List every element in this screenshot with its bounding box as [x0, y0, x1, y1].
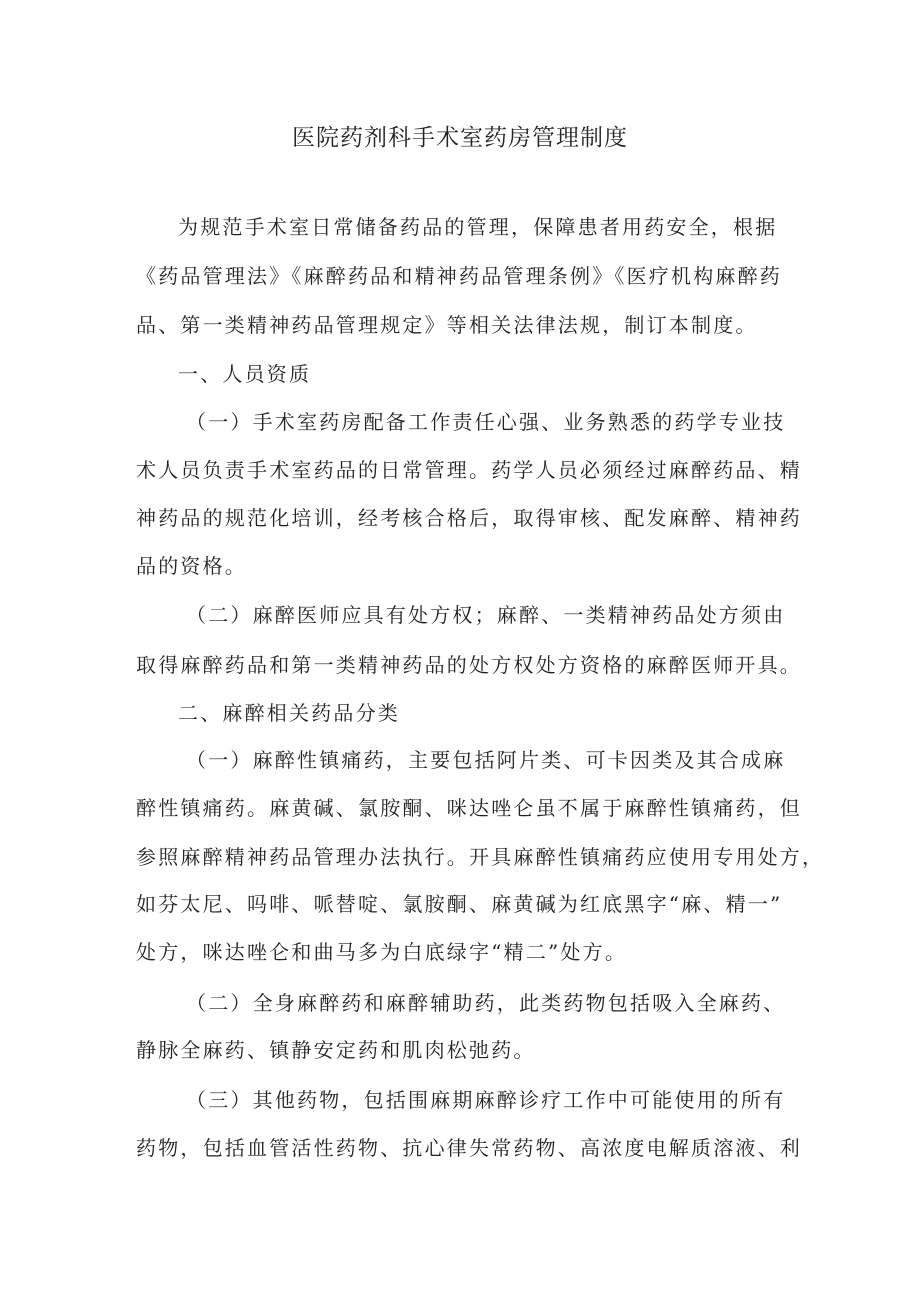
paragraph-line: （三）其他药物，包括围麻期麻醉诊疗工作中可能使用的所有 [186, 1088, 786, 1112]
paragraph-line: （二）全身麻醉药和麻醉辅助药，此类药物包括吸入全麻药、 [186, 991, 786, 1015]
paragraph-line: 如芬太尼、吗啡、哌替啶、氯胺酮、麻黄碱为红底黑字“麻、精一” [136, 892, 783, 916]
document-title: 医院药剂科手术室药房管理制度 [292, 125, 628, 151]
intro-line-3: 品、第一类精神药品管理规定》等相关法律法规，制订本制度。 [136, 313, 758, 337]
section-heading-2: 二、麻醉相关药品分类 [178, 701, 400, 725]
intro-line-1: 为规范手术室日常储备药品的管理，保障患者用药安全，根据 [178, 215, 778, 239]
paragraph-line: 取得麻醉药品和第一类精神药品的处方权处方资格的麻醉医师开具。 [136, 653, 802, 677]
paragraph-line: 参照麻醉精神药品管理办法执行。开具麻醉性镇痛药应使用专用处方， [136, 845, 825, 869]
paragraph-line: （一）手术室药房配备工作责任心强、业务熟悉的药学专业技 [186, 410, 786, 434]
paragraph-line: 处方，咪达唑仑和曲马多为白底绿字“精二”处方。 [136, 940, 628, 964]
paragraph-line: 神药品的规范化培训，经考核合格后，取得审核、配发麻醉、精神药 [136, 506, 802, 530]
paragraph-line: （二）麻醉医师应具有处方权；麻醉、一类精神药品处方须由 [186, 603, 786, 627]
paragraph-line: 品的资格。 [136, 554, 247, 578]
paragraph-line: （一）麻醉性镇痛药，主要包括阿片类、可卡因类及其合成麻 [186, 748, 786, 772]
intro-line-2: 《药品管理法》《麻醉药品和精神药品管理条例》《医疗机构麻醉药 [136, 264, 782, 288]
paragraph-line: 药物，包括血管活性药物、抗心律失常药物、高浓度电解质溶液、利 [136, 1136, 802, 1160]
section-heading-1: 一、人员资质 [178, 362, 312, 386]
paragraph-line: 醉性镇痛药。麻黄碱、氯胺酮、咪达唑仑虽不属于麻醉性镇痛药，但 [136, 796, 802, 820]
paragraph-line: 静脉全麻药、镇静安定药和肌肉松弛药。 [136, 1038, 536, 1062]
paragraph-line: 术人员负责手术室药品的日常管理。药学人员必须经过麻醉药品、精 [136, 458, 802, 482]
